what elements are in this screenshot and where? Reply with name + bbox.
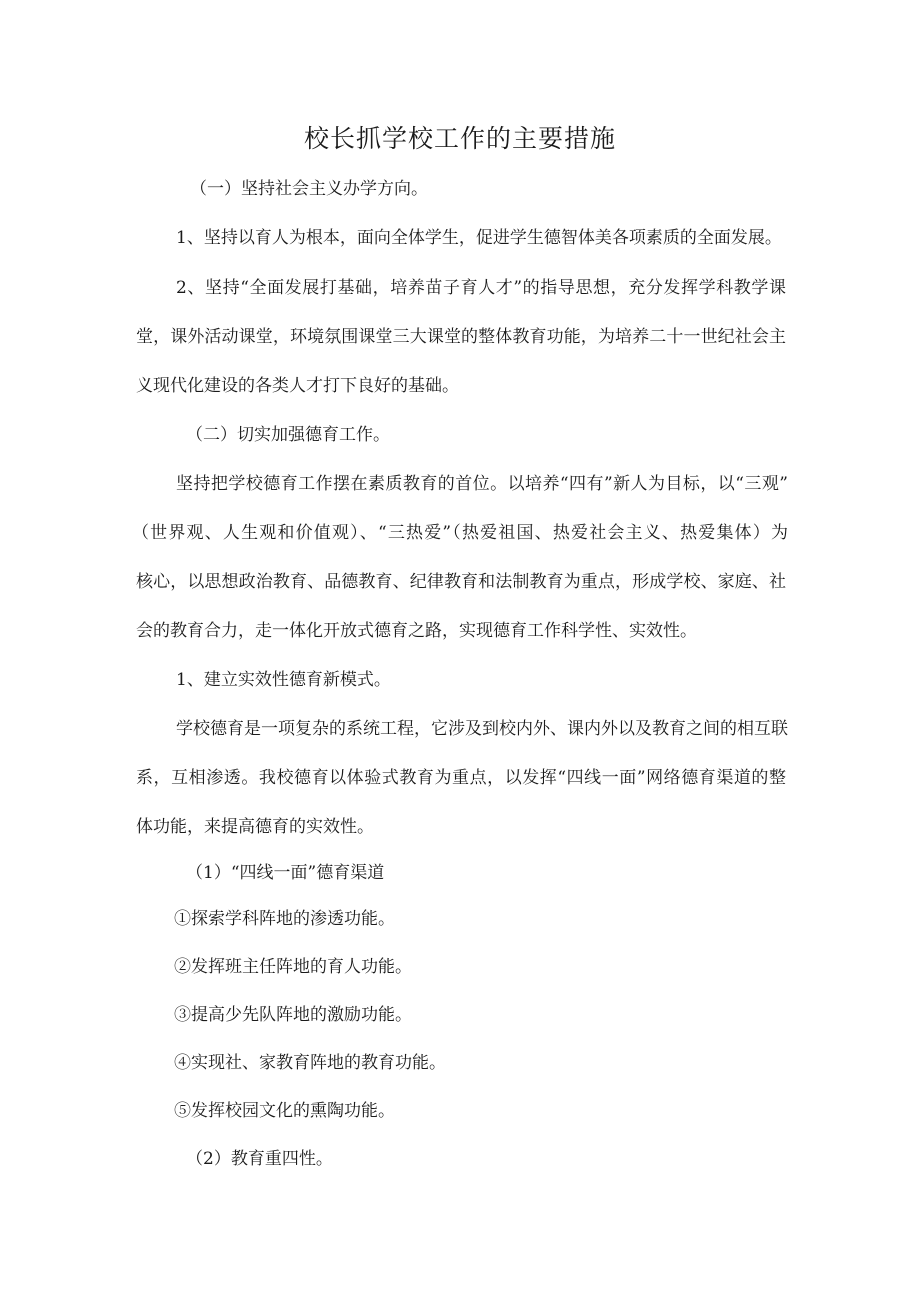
section-heading-1: （一）坚持社会主义办学方向。 [190, 179, 428, 199]
list-item: ②发挥班主任阵地的育人功能。 [174, 957, 412, 977]
paragraph-line: 2、坚持“全面发展打基础，培养苗子育人才”的指导思想，充分发挥学科教学课 [176, 278, 786, 298]
paragraph-line: 坚持把学校德育工作摆在素质教育的首位。以培养“四有”新人为目标，以“三观” [176, 474, 788, 494]
paragraph-line: 义现代化建设的各类人才打下良好的基础。 [136, 376, 459, 396]
paragraph-line: （世界观、人生观和价值观）、“三热爱”（热爱祖国、热爱社会主义、热爱集体）为 [132, 523, 788, 543]
list-item: ①探索学科阵地的渗透功能。 [174, 909, 395, 929]
paragraph-line: 会的教育合力，走一体化开放式德育之路，实现德育工作科学性、实效性。 [136, 621, 697, 641]
paragraph-line: 堂，课外活动课堂，环境氛围课堂三大课堂的整体教育功能，为培养二十一世纪社会主 [136, 327, 786, 347]
paragraph-line: 学校德育是一项复杂的系统工程，它涉及到校内外、课内外以及教育之间的相互联 [176, 719, 788, 739]
paragraph-line: 系，互相渗透。我校德育以体验式教育为重点，以发挥“四线一面”网络德育渠道的整 [136, 768, 786, 788]
paragraph-line: 体功能，来提高德育的实效性。 [136, 817, 374, 837]
list-item: ④实现社、家教育阵地的教育功能。 [174, 1053, 446, 1073]
section-heading-2: （二）切实加强德育工作。 [186, 425, 390, 445]
list-heading: （1）“四线一面”德育渠道 [186, 863, 385, 883]
paragraph-line: 1、坚持以育人为根本，面向全体学生，促进学生德智体美各项素质的全面发展。 [176, 228, 782, 248]
paragraph-line: 核心，以思想政治教育、品德教育、纪律教育和法制教育为重点，形成学校、家庭、社 [136, 572, 786, 592]
document-title: 校长抓学校工作的主要措施 [303, 124, 616, 153]
list-item: ⑤发挥校园文化的熏陶功能。 [174, 1101, 395, 1121]
list-item: ③提高少先队阵地的激励功能。 [174, 1005, 412, 1025]
subsection-heading: 1、建立实效性德育新模式。 [176, 670, 391, 690]
list-heading: （2）教育重四性。 [186, 1149, 333, 1169]
